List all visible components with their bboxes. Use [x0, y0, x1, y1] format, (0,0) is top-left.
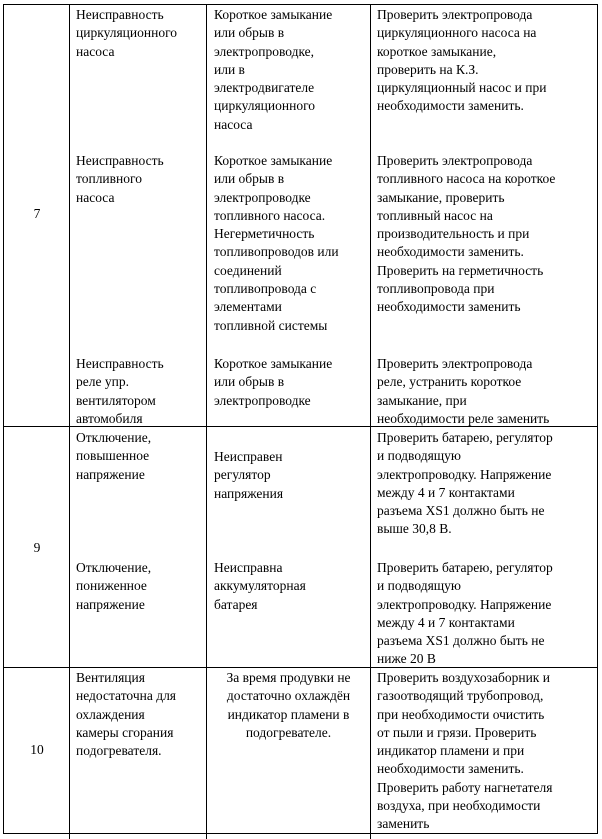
- remedy-cell: Проверить электропровода циркуляционного насоса на короткое замыкание, проверить на К.З. циркуляционный насос и при необходимости заменить.: [377, 7, 547, 114]
- group-number: 9: [33, 540, 41, 555]
- table-border-top: [3, 4, 598, 5]
- table-border-right: [597, 4, 598, 834]
- fault-cell: Неисправность циркуляционного насоса: [76, 7, 178, 59]
- cause-cell: Короткое замыкание или обрыв в электропроводке топливного насоса. Негерметичность топливопроводов или соединений топливопровода с элементами топливной системы: [214, 153, 339, 333]
- group-number: 10: [30, 742, 44, 757]
- remedy-cell: Проверить электропровода реле, устранить короткое замыкание, при необходимости реле заменить: [377, 356, 550, 426]
- column-divider-1: [69, 4, 70, 839]
- group-number: 7: [33, 206, 41, 221]
- remedy-cell: Проверить батарею, регулятор и подводящую электропроводку. Напряжение между 4 и 7 контактами разъема XS1 должно быть не выше 30,8 В.: [377, 430, 553, 537]
- table-border-left: [3, 4, 4, 834]
- remedy-cell: Проверить воздухозаборник и газоотводящий трубопровод, при необходимости очистить от пыли и грязи. Проверить индикатор пламени и при необходимости заменить. Проверить работу нагнетателя воздуха, при необходимости заменить: [377, 670, 553, 832]
- column-divider-2: [206, 4, 207, 839]
- fault-cell: Отключение, пониженное напряжение: [76, 560, 152, 612]
- cause-cell: Неисправна аккумуляторная батарея: [214, 560, 306, 612]
- fault-cell: Отключение, повышенное напряжение: [76, 430, 152, 482]
- remedy-cell: Проверить батарею, регулятор и подводящую электропроводку. Напряжение между 4 и 7 контактами разъема XS1 должно быть не ниже 20 В: [377, 560, 553, 667]
- column-divider-3: [370, 4, 371, 839]
- cause-cell: За время продувки не достаточно охлаждён индикатор пламени в подогревателе.: [226, 670, 351, 740]
- fault-cell: Вентиляция недостаточна для охлаждения камеры сгорания подогревателя.: [76, 670, 177, 759]
- fault-cell: Неисправность топливного насоса: [76, 153, 164, 205]
- cause-cell: Короткое замыкание или обрыв в электропроводке, или в электродвигателе циркуляционного насоса: [214, 7, 333, 132]
- cause-cell: Короткое замыкание или обрыв в электропроводке: [214, 356, 333, 408]
- cause-cell: Неисправен регулятор напряжения: [214, 449, 284, 501]
- remedy-cell: Проверить электропровода топливного насоса на короткое замыкание, проверить топливный насос на производительность и при необходимости заменить. Проверить на герметичность топливопровода при необходимости заменить: [377, 153, 556, 315]
- fault-cell: Неисправность реле упр. вентилятором автомобиля: [76, 356, 164, 426]
